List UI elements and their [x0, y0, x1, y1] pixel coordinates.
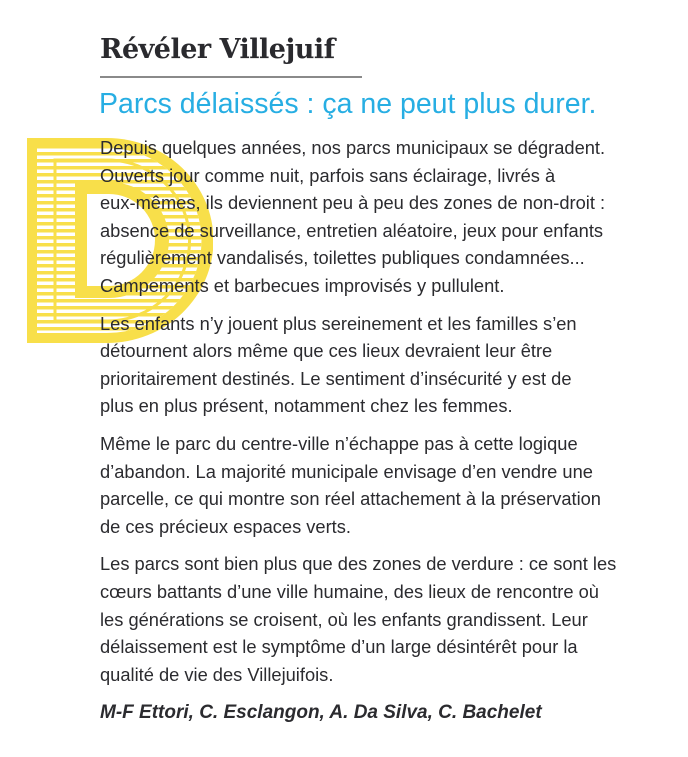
text-line: Ouverts jour comme nuit, parfois sans éclairage, livrés à	[100, 164, 556, 186]
text-line: d’abandon. La majorité municipale envisage d’en vendre une	[100, 460, 593, 482]
text-line: plus en plus présent, notamment chez les femmes.	[100, 395, 513, 417]
text-line: cœurs battants d’une ville humaine, des lieux de rencontre où	[100, 580, 599, 602]
header-divider	[100, 76, 362, 78]
text-line: Les parcs sont bien plus que des zones de verdure : ce sont les	[100, 553, 617, 575]
paragraph-3	[100, 430, 660, 540]
text-line: eux-mêmes, ils deviennent peu à peu des zones de non-droit :	[100, 192, 606, 214]
text-line: de ces précieux espaces verts.	[100, 515, 351, 537]
text-line: détournent alors même que ces lieux devraient leur être	[100, 340, 553, 362]
text-line: absence de surveillance, entretien aléatoire, jeux pour enfants	[100, 219, 604, 241]
paragraph-1	[100, 134, 660, 300]
text-line: régulièrement vandalisés, toilettes publiques condamnées...	[100, 247, 585, 269]
article-body	[100, 134, 660, 698]
text-line: Les enfants n’y jouent plus sereinement et les familles s’en	[100, 312, 577, 334]
article-title: Parcs délaissés : ça ne peut plus durer.	[99, 88, 597, 120]
text-line: qualité de vie des Villejuifois.	[100, 663, 334, 685]
article-signature: M-F Ettori, C. Esclangon, A. Da Silva, C. Bachelet	[100, 702, 542, 723]
paragraph-4	[100, 550, 660, 688]
text-line: Depuis quelques années, nos parcs municipaux se dégradent.	[100, 137, 606, 158]
text-line: les générations se croisent, où les enfants grandissent. Leur	[100, 608, 588, 630]
text-line: délaissement est le symptôme d’un large désintérêt pour la	[100, 636, 578, 658]
paragraph-2	[100, 310, 660, 420]
text-line: Campements et barbecues improvisés y pullulent.	[100, 274, 505, 296]
text-line: parcelle, ce qui montre son réel attachement à la préservation	[100, 488, 601, 510]
text-line: prioritairement destinés. Le sentiment d’insécurité y est de	[100, 367, 572, 389]
section-title: Révéler Villejuif	[100, 34, 335, 65]
text-line: Même le parc du centre-ville n’échappe pas à cette logique	[100, 432, 578, 454]
